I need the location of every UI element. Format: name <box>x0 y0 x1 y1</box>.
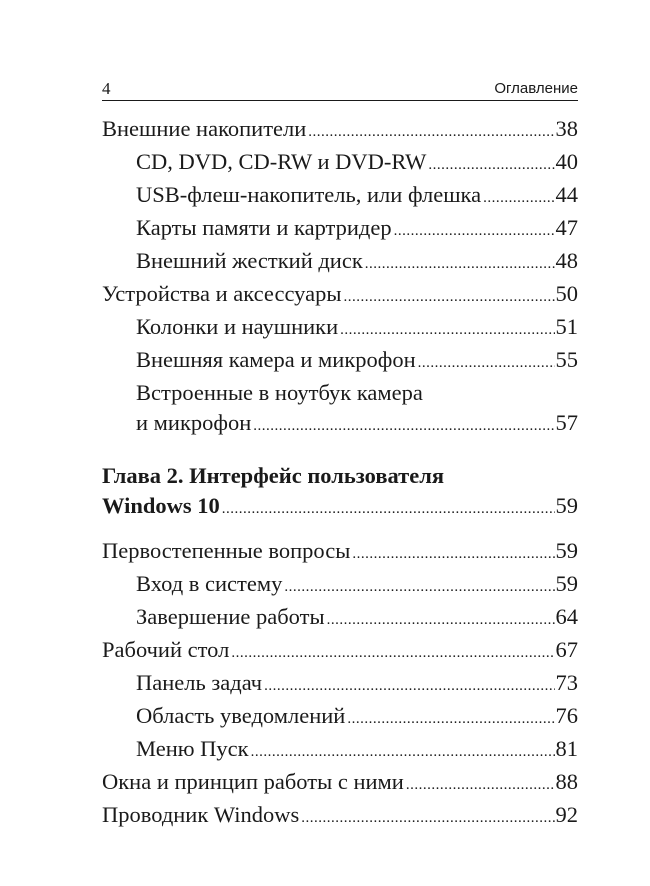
toc-entry-page: 57 <box>555 410 578 435</box>
toc-entry-builtin-camera <box>102 378 578 441</box>
toc-entry-title: Область уведомлений <box>136 703 346 728</box>
toc-entry-page: 51 <box>555 314 578 339</box>
toc-dot-leader <box>222 494 555 524</box>
toc-entry-external-hdd <box>102 246 578 279</box>
toc-entry-speakers <box>102 312 578 345</box>
toc-entry-title-line2-row <box>102 408 578 441</box>
toc-entry-title: CD, DVD, CD-RW и DVD-RW <box>136 149 427 174</box>
toc-dot-leader <box>231 638 554 668</box>
toc-entry-title: Устройства и аксессуары <box>102 281 342 306</box>
toc-entry-title: Рабочий стол <box>102 637 230 662</box>
page-header <box>102 78 578 101</box>
toc-entry-page: 73 <box>555 670 578 695</box>
chapter-title-line2-row <box>102 491 578 524</box>
toc-chapter-heading <box>102 461 578 524</box>
toc-entry-page: 38 <box>555 116 578 141</box>
toc-entry-explorer <box>102 800 578 833</box>
toc-entry-page: 44 <box>555 182 578 207</box>
toc-entry-login <box>102 569 578 602</box>
toc-entry-page: 64 <box>555 604 578 629</box>
page-number: 4 <box>102 79 111 98</box>
toc-entry-page: 81 <box>555 736 578 761</box>
toc-entry-page: 88 <box>555 769 578 794</box>
toc-entry-page: 48 <box>555 248 578 273</box>
toc-entry-page: 92 <box>555 802 578 827</box>
toc-entry-memory-cards <box>102 213 578 246</box>
toc-entry-page: 50 <box>555 281 578 306</box>
toc-entry-page: 76 <box>555 703 578 728</box>
chapter-title-line1: Глава 2. Интерфейс пользователя <box>102 463 445 488</box>
toc-entry-title-line2: и микрофон <box>136 410 252 435</box>
toc-entry-external-camera <box>102 345 578 378</box>
toc-entry-devices <box>102 279 578 312</box>
toc-entry-page: 59 <box>555 538 578 563</box>
toc-entry-page: 40 <box>555 149 578 174</box>
table-of-contents <box>102 114 578 833</box>
toc-entry-title: Завершение работы <box>136 604 325 629</box>
toc-entry-taskbar <box>102 668 578 701</box>
toc-entry-usb-flash <box>102 180 578 213</box>
toc-entry-page: 59 <box>555 571 578 596</box>
toc-dot-leader <box>394 216 555 246</box>
toc-entry-windows <box>102 767 578 800</box>
toc-entry-title: Вход в систему <box>136 571 283 596</box>
toc-entry-title: Меню Пуск <box>136 736 249 761</box>
toc-dot-leader <box>301 803 554 833</box>
toc-dot-leader <box>343 282 554 312</box>
toc-entry-title: Проводник Windows <box>102 802 300 827</box>
toc-dot-leader <box>253 411 554 441</box>
chapter-page: 59 <box>555 493 578 518</box>
toc-dot-leader <box>340 315 554 345</box>
toc-dot-leader <box>308 117 554 147</box>
toc-entry-page: 47 <box>555 215 578 240</box>
toc-entry-external-drives <box>102 114 578 147</box>
toc-dot-leader <box>352 539 554 569</box>
toc-dot-leader <box>406 770 555 800</box>
toc-dot-leader <box>284 572 554 602</box>
toc-entry-cd-dvd <box>102 147 578 180</box>
toc-entry-title: Первостепенные вопросы <box>102 538 351 563</box>
toc-entry-title: Внешний жесткий диск <box>136 248 363 273</box>
chapter-title-line2: Windows 10 <box>102 493 220 518</box>
toc-entry-page: 67 <box>555 637 578 662</box>
toc-entry-shutdown <box>102 602 578 635</box>
toc-entry-title: Внешняя камера и микрофон <box>136 347 416 372</box>
toc-dot-leader <box>483 183 554 213</box>
toc-dot-leader <box>327 605 555 635</box>
toc-entry-title-line1: Встроенные в ноутбук камера <box>136 380 423 405</box>
toc-entry-start-menu <box>102 734 578 767</box>
toc-entry-title: Окна и принцип работы с ними <box>102 769 404 794</box>
running-title: Оглавление <box>494 80 578 97</box>
toc-entry-first-questions <box>102 536 578 569</box>
toc-entry-title: USB-флеш-накопитель, или флешка <box>136 182 482 207</box>
toc-entry-title: Карты памяти и картридер <box>136 215 392 240</box>
toc-entry-desktop <box>102 635 578 668</box>
toc-dot-leader <box>347 704 554 734</box>
toc-entry-title: Колонки и наушники <box>136 314 339 339</box>
toc-dot-leader <box>428 150 554 180</box>
toc-dot-leader <box>264 671 554 701</box>
toc-dot-leader <box>251 737 555 767</box>
toc-entry-page: 55 <box>555 347 578 372</box>
toc-dot-leader <box>418 348 555 378</box>
toc-entry-notifications <box>102 701 578 734</box>
toc-entry-title: Внешние накопители <box>102 116 307 141</box>
toc-entry-title: Панель задач <box>136 670 263 695</box>
toc-dot-leader <box>365 249 555 279</box>
